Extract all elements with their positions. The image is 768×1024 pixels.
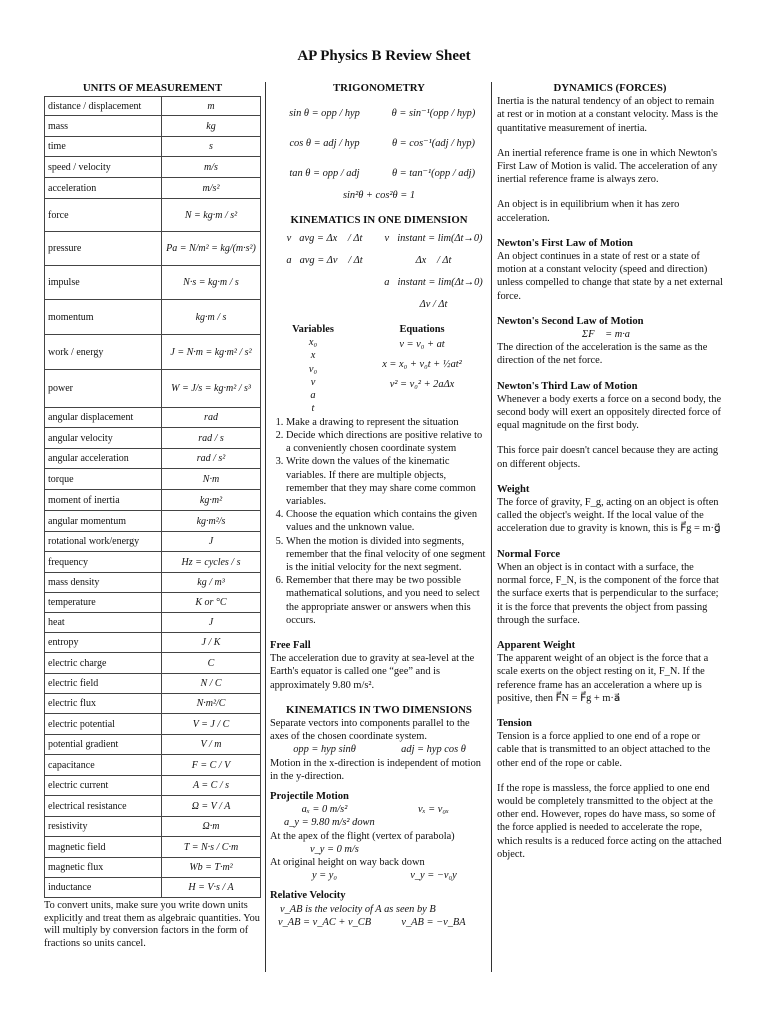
back-eqs bbox=[270, 869, 488, 882]
quantity-cell: speed / velocity bbox=[45, 157, 162, 178]
units-row bbox=[45, 469, 261, 490]
unit-cell: Ω = V / A bbox=[162, 796, 261, 817]
units-row bbox=[45, 552, 261, 573]
units-note: To convert units, make sure you write down units explicitly and treat them as algebraic quantities. You will multiply by conversion factors in the form of fractions so units cancel. bbox=[44, 900, 260, 949]
unit-cell: rad / s² bbox=[162, 449, 261, 469]
units-row bbox=[45, 266, 261, 300]
tension-note: If the rope is massless, the force applied to one end would be completely transmitted to the object at the other end. However, ropes do have mass, so some of the force applied is needed to accelerate the rope, which results is a reduced force acting on the attached object. bbox=[497, 782, 722, 860]
unit-cell: kg·m / s bbox=[162, 300, 261, 335]
step-item: 5. When the motion is divided into segments, remember that the final velocity of one segment is the initial velocity for the next segment. bbox=[286, 535, 488, 575]
normal-force-heading: Normal Force bbox=[497, 548, 561, 560]
quantity-cell: pressure bbox=[45, 232, 162, 266]
quantity-cell: potential gradient bbox=[45, 735, 162, 755]
quantity-cell: entropy bbox=[45, 633, 162, 653]
inertia-text: Inertia is the natural tendency of an object to remain at rest or in motion at a constant velocity. Mass is the quantitative measurement of inertia. bbox=[497, 96, 718, 134]
unit-cell: Ω·m bbox=[162, 817, 261, 837]
projectile-eq: a_y = 9.80 m/s² down bbox=[284, 817, 375, 829]
kinematics-column bbox=[270, 82, 488, 929]
variable: t bbox=[311, 403, 315, 415]
units-row bbox=[45, 613, 261, 633]
variable: v₀ bbox=[308, 363, 318, 375]
units-row bbox=[45, 817, 261, 837]
apex-eq: v_y = 0 m/s bbox=[310, 843, 359, 855]
unit-cell: s bbox=[162, 137, 261, 157]
quantity-cell: force bbox=[45, 199, 162, 232]
units-row bbox=[45, 674, 261, 694]
avg-eq: v⃗avg = Δx⃗ / Δt bbox=[286, 232, 363, 244]
weight-text: The force of gravity, F_g, acting on an object is often called the object's weight. If the local value of the acceleration due to gravity is known, this is F⃗g = m·g⃗ bbox=[497, 497, 721, 535]
quantity-cell: inductance bbox=[45, 878, 162, 898]
kinematic-equation: v = v₀ + at bbox=[399, 338, 445, 350]
kinematic-equation: x = x₀ + v₀t + ½at² bbox=[382, 358, 462, 370]
page-title: AP Physics B Review Sheet bbox=[297, 48, 471, 64]
quantity-cell: heat bbox=[45, 613, 162, 633]
trig-identity: sin²θ + cos²θ = 1 bbox=[342, 190, 416, 202]
quantity-cell: torque bbox=[45, 469, 162, 490]
unit-cell: m/s² bbox=[162, 178, 261, 199]
freefall-text: The acceleration due to gravity at sea-level at the Earth's equator is called one “gee” and is approximately 9.80 m/s². bbox=[270, 653, 475, 691]
trig-heading: TRIGONOMETRY bbox=[332, 82, 425, 94]
quantity-cell: angular acceleration bbox=[45, 449, 162, 469]
kin2-heading: KINEMATICS IN TWO DIMENSIONS bbox=[286, 703, 472, 716]
step-item: 3. Write down the values of the kinematic variables. If there are multiple objects, remember that they may share come common variables. bbox=[286, 455, 488, 508]
unit-cell: kg bbox=[162, 116, 261, 137]
units-row bbox=[45, 490, 261, 511]
apex-text: At the apex of the flight (vertex of parabola) bbox=[270, 830, 455, 842]
relative-velocity-eqs bbox=[270, 916, 488, 929]
units-row bbox=[45, 335, 261, 370]
newton2-equation: ΣF⃗ = m·a⃗ bbox=[581, 329, 639, 341]
quantity-cell: temperature bbox=[45, 593, 162, 613]
quantity-cell: angular momentum bbox=[45, 511, 162, 532]
frame-text: An inertial reference frame is one in which Newton's First Law of Motion is valid. The acceleration of any inertial reference frame is always zero. bbox=[497, 147, 718, 186]
equilibrium-text: An object is in equilibrium when it has zero acceleration. bbox=[497, 199, 680, 224]
unit-cell: H = V·s / A bbox=[162, 878, 261, 898]
units-table bbox=[44, 96, 261, 898]
kin2-text: Motion in the x-direction is independent of motion in the y-direction. bbox=[270, 757, 481, 782]
trig-eq: sin θ = opp / hyp bbox=[289, 108, 360, 120]
newton2-text: The direction of the acceleration is the same as the direction of the net force. bbox=[497, 342, 708, 367]
unit-cell: N·m bbox=[162, 469, 261, 490]
unit-cell: V = J / C bbox=[162, 714, 261, 735]
unit-cell: Pa = N/m² = kg/(m·s²) bbox=[162, 232, 261, 266]
quantity-cell: electric current bbox=[45, 776, 162, 796]
kin2-text: Separate vectors into components parallel to the axes of the chosen coordinate system. bbox=[270, 717, 470, 743]
unit-cell: Wb = T·m² bbox=[162, 858, 261, 878]
units-row bbox=[45, 97, 261, 116]
units-row bbox=[45, 653, 261, 674]
weight-heading: Weight bbox=[497, 483, 530, 495]
avg-eq: a⃗avg = Δv⃗ / Δt bbox=[286, 254, 363, 266]
quantity-cell: momentum bbox=[45, 300, 162, 335]
kin1-variables-equations bbox=[270, 323, 488, 416]
quantity-cell: power bbox=[45, 370, 162, 408]
quantity-cell: electric field bbox=[45, 674, 162, 694]
quantity-cell: mass density bbox=[45, 573, 162, 593]
quantity-cell: resistivity bbox=[45, 817, 162, 837]
units-row bbox=[45, 755, 261, 776]
quantity-cell: magnetic flux bbox=[45, 858, 162, 878]
trig-eq: θ = tan⁻¹(opp / adj) bbox=[391, 168, 476, 180]
quantity-cell: rotational work/energy bbox=[45, 532, 162, 552]
units-row bbox=[45, 633, 261, 653]
units-row bbox=[45, 735, 261, 755]
problem-solving-steps bbox=[270, 416, 488, 627]
newton3-text: Whenever a body exerts a force on a second body, the second body will exert an oppositely directed force of equal magnitude on the first body. bbox=[497, 393, 722, 432]
quantity-cell: angular displacement bbox=[45, 408, 162, 428]
units-row bbox=[45, 858, 261, 878]
apparent-weight-heading: Apparent Weight bbox=[497, 639, 576, 651]
trig-eq: cos θ = adj / hyp bbox=[289, 138, 360, 150]
units-row bbox=[45, 370, 261, 408]
quantity-cell: capacitance bbox=[45, 755, 162, 776]
step-item: 4. Choose the equation which contains the given values and the unknown value. bbox=[286, 508, 488, 534]
unit-cell: J bbox=[162, 613, 261, 633]
units-row bbox=[45, 157, 261, 178]
quantity-cell: electric potential bbox=[45, 714, 162, 735]
variables-heading: Variables bbox=[292, 323, 334, 335]
unit-cell: rad / s bbox=[162, 428, 261, 449]
quantity-cell: work / energy bbox=[45, 335, 162, 370]
unit-cell: C bbox=[162, 653, 261, 674]
apparent-weight-text: The apparent weight of an object is the force that a scale exerts on the object resting on it, F_N. If the reference frame has an acceleration a where up is positive, then F⃗N = F⃗g + m·a⃗ bbox=[497, 653, 709, 704]
units-heading: UNITS OF MEASUREMENT bbox=[82, 82, 223, 94]
newton1-text: An object continues in a state of rest or a state of motion at a constant velocity (speed and direction) unless compelled to change that state by a net external force. bbox=[497, 251, 723, 302]
unit-cell: F = C / V bbox=[162, 755, 261, 776]
step-item: 2. Decide which directions are positive relative to a conveniently chosen coordinate system bbox=[286, 429, 488, 455]
quantity-cell: electric charge bbox=[45, 653, 162, 674]
relative-velocity-heading: Relative Velocity bbox=[270, 890, 346, 902]
units-row bbox=[45, 116, 261, 137]
column-divider bbox=[491, 82, 492, 972]
projectile-eqs bbox=[270, 803, 488, 816]
trig-eq: tan θ = opp / adj bbox=[289, 168, 360, 180]
instant-eq: v⃗instant = lim(Δt→0) Δx⃗ / Δt bbox=[384, 232, 483, 266]
quantity-cell: mass bbox=[45, 116, 162, 137]
units-row bbox=[45, 408, 261, 428]
units-row bbox=[45, 593, 261, 613]
unit-cell: m bbox=[162, 97, 261, 116]
newton3-note: This force pair doesn't cancel because they are acting on different objects. bbox=[497, 445, 719, 470]
units-row bbox=[45, 776, 261, 796]
units-row bbox=[45, 511, 261, 532]
units-row bbox=[45, 178, 261, 199]
unit-cell: N = kg·m / s² bbox=[162, 199, 261, 232]
kin1-heading: KINEMATICS IN ONE DIMENSION bbox=[290, 214, 468, 227]
units-row bbox=[45, 532, 261, 552]
trig-eq: θ = cos⁻¹(adj / hyp) bbox=[391, 138, 476, 150]
units-row bbox=[45, 137, 261, 157]
quantity-cell: frequency bbox=[45, 552, 162, 573]
units-row bbox=[45, 232, 261, 266]
dynamics-column bbox=[497, 82, 723, 861]
unit-cell: rad bbox=[162, 408, 261, 428]
column-divider bbox=[265, 82, 266, 972]
variable: v bbox=[310, 376, 316, 388]
units-row bbox=[45, 796, 261, 817]
newton1-heading: Newton's First Law of Motion bbox=[497, 237, 633, 249]
units-row bbox=[45, 714, 261, 735]
quantity-cell: distance / displacement bbox=[45, 97, 162, 116]
component-equations bbox=[270, 743, 488, 756]
quantity-cell: time bbox=[45, 137, 162, 157]
units-column bbox=[44, 82, 261, 951]
dynamics-heading: DYNAMICS (FORCES) bbox=[553, 82, 667, 94]
kin1-definitions bbox=[270, 228, 488, 316]
unit-cell: K or °C bbox=[162, 593, 261, 613]
projectile-eq: aₓ = 0 m/s² bbox=[301, 804, 348, 816]
component-eq: opp = hyp sinθ bbox=[293, 744, 356, 756]
unit-cell: N / C bbox=[162, 674, 261, 694]
projectile-heading: Projectile Motion bbox=[270, 790, 349, 802]
normal-force-text: When an object is in contact with a surface, the normal force, F_N, is the component of the force that the surface exerts that is perpendicular to the surface; it is the force that prevents the object from passing through the surface. bbox=[497, 561, 719, 626]
trig-equations bbox=[270, 99, 488, 189]
quantity-cell: electrical resistance bbox=[45, 796, 162, 817]
tension-text: Tension is a force applied to one end of a rope or cable that is transmitted to an object attached to the other end of the rope or cable. bbox=[497, 731, 711, 769]
quantity-cell: impulse bbox=[45, 266, 162, 300]
back-eq: v_y = −v₀y bbox=[410, 870, 457, 882]
variable: a bbox=[310, 390, 316, 402]
quantity-cell: acceleration bbox=[45, 178, 162, 199]
tension-heading: Tension bbox=[497, 717, 532, 729]
unit-cell: N·m²/C bbox=[162, 694, 261, 714]
equations-heading: Equations bbox=[399, 323, 445, 335]
unit-cell: T = N·s / C·m bbox=[162, 837, 261, 858]
relative-eq: v_AB = −v_BA bbox=[401, 916, 466, 928]
component-eq: adj = hyp cos θ bbox=[401, 744, 466, 756]
quantity-cell: electric flux bbox=[45, 694, 162, 714]
unit-cell: J / K bbox=[162, 633, 261, 653]
relative-velocity-text: v_AB is the velocity of A as seen by B bbox=[280, 903, 436, 915]
newton2-heading: Newton's Second Law of Motion bbox=[497, 315, 644, 327]
relative-eq: v_AB = v_AC + v_CB bbox=[277, 916, 372, 928]
variable: x₀ bbox=[308, 336, 318, 348]
kinematic-equation: v² = v₀² + 2aΔx bbox=[389, 378, 455, 390]
units-row bbox=[45, 199, 261, 232]
unit-cell: kg·m²/s bbox=[162, 511, 261, 532]
newton3-heading: Newton's Third Law of Motion bbox=[497, 380, 638, 392]
instant-eq: a⃗instant = lim(Δt→0) Δv / Δt bbox=[384, 276, 483, 310]
step-item: 6. Remember that there may be two possible mathematical solutions, and you need to select the appropriate answer or answers when this occurs. bbox=[286, 574, 488, 627]
units-row bbox=[45, 573, 261, 593]
unit-cell: A = C / s bbox=[162, 776, 261, 796]
units-row bbox=[45, 300, 261, 335]
units-row bbox=[45, 449, 261, 469]
unit-cell: kg / m³ bbox=[162, 573, 261, 593]
units-row bbox=[45, 694, 261, 714]
units-row bbox=[45, 878, 261, 898]
unit-cell: m/s bbox=[162, 157, 261, 178]
unit-cell: N·s = kg·m / s bbox=[162, 266, 261, 300]
back-text: At original height on way back down bbox=[270, 856, 425, 868]
unit-cell: V / m bbox=[162, 735, 261, 755]
unit-cell: W = J/s = kg·m² / s³ bbox=[162, 370, 261, 408]
trig-eq: θ = sin⁻¹(opp / hyp) bbox=[391, 108, 476, 120]
units-row bbox=[45, 837, 261, 858]
quantity-cell: magnetic field bbox=[45, 837, 162, 858]
unit-cell: kg·m² bbox=[162, 490, 261, 511]
unit-cell: J = N·m = kg·m² / s² bbox=[162, 335, 261, 370]
step-item: 1. Make a drawing to represent the situation bbox=[286, 416, 488, 429]
freefall-heading: Free Fall bbox=[270, 639, 311, 651]
back-eq: y = y₀ bbox=[311, 870, 338, 882]
quantity-cell: moment of inertia bbox=[45, 490, 162, 511]
unit-cell: J bbox=[162, 532, 261, 552]
units-row bbox=[45, 428, 261, 449]
projectile-eq: vₓ = v₀ₓ bbox=[418, 804, 449, 816]
quantity-cell: angular velocity bbox=[45, 428, 162, 449]
variable: x bbox=[310, 350, 316, 362]
unit-cell: Hz = cycles / s bbox=[162, 552, 261, 573]
